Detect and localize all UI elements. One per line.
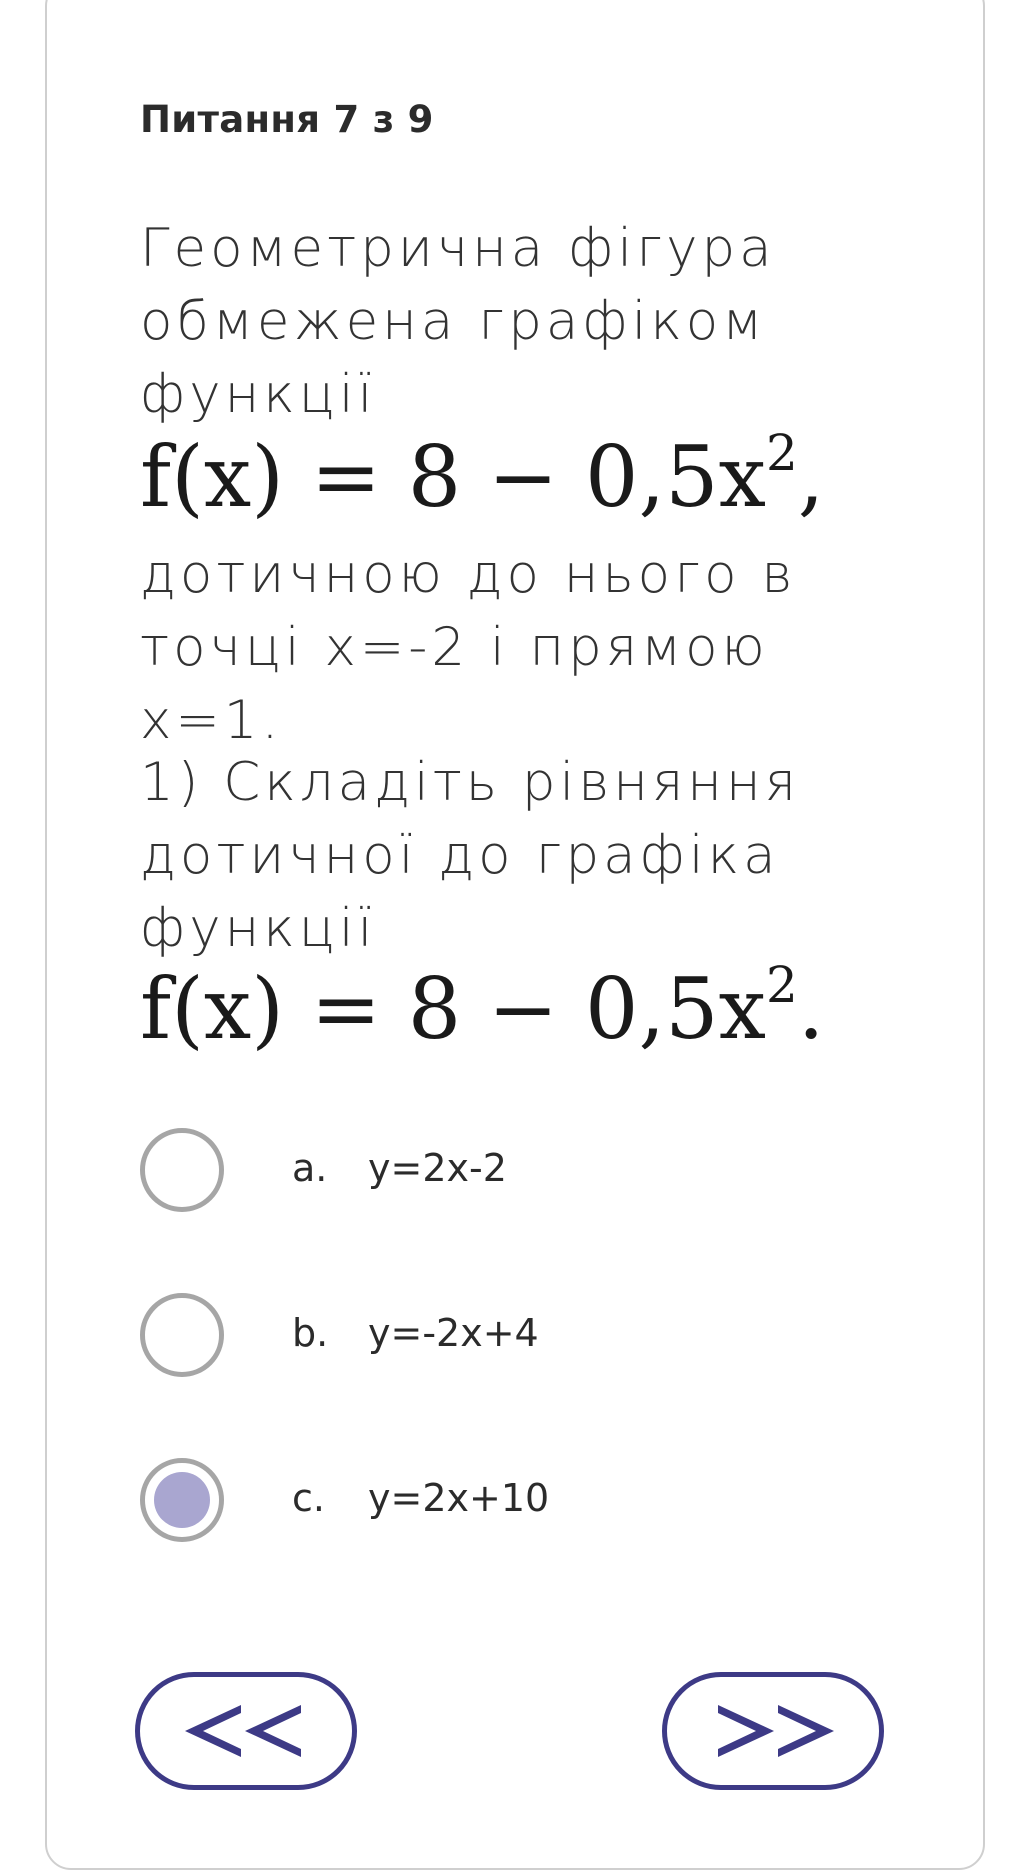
radio-button-c[interactable] [140, 1458, 224, 1542]
radio-button-a[interactable] [140, 1128, 224, 1212]
question-line: обмежена графіком [140, 291, 767, 352]
function-formula-1 [140, 424, 825, 526]
formula-exponent: 2 [765, 956, 798, 1014]
option-letter: a. [292, 1146, 328, 1190]
radio-button-b[interactable] [140, 1293, 224, 1377]
formula-exponent: 2 [765, 424, 798, 482]
next-button[interactable] [662, 1672, 884, 1790]
option-letter: b. [292, 1311, 329, 1355]
previous-button[interactable] [135, 1672, 357, 1790]
question-intro [140, 212, 900, 431]
option-letter: c. [292, 1476, 325, 1520]
option-text: y=-2x+4 [368, 1311, 539, 1355]
option-text: y=2x-2 [368, 1146, 507, 1190]
selected-indicator [154, 1472, 210, 1528]
question-line: дотичною до нього в [140, 544, 797, 605]
task-line: 1) Складіть рівняння [140, 752, 800, 813]
answer-option-b[interactable] [140, 1293, 900, 1383]
question-continuation [140, 538, 900, 757]
task-text [140, 746, 900, 965]
task-line: дотичної до графіка [140, 825, 780, 886]
task-line: функції [140, 898, 377, 959]
formula-body: f(x) = 8 − 0,5x [140, 960, 766, 1058]
function-formula-2 [140, 956, 825, 1058]
formula-body: f(x) = 8 − 0,5x [140, 428, 766, 526]
question-line: Геометрична фігура [140, 218, 776, 279]
question-line: функції [140, 364, 377, 425]
double-chevron-right-icon [708, 1701, 838, 1761]
formula-punctuation: , [797, 428, 825, 526]
answer-option-c[interactable] [140, 1458, 900, 1548]
question-counter: Питання 7 з 9 [140, 98, 434, 141]
option-text: y=2x+10 [368, 1476, 550, 1520]
double-chevron-left-icon [181, 1701, 311, 1761]
answer-option-a[interactable] [140, 1128, 900, 1218]
question-line: точці х=-2 і прямою х=1. [140, 617, 769, 751]
formula-punctuation: . [797, 960, 825, 1058]
